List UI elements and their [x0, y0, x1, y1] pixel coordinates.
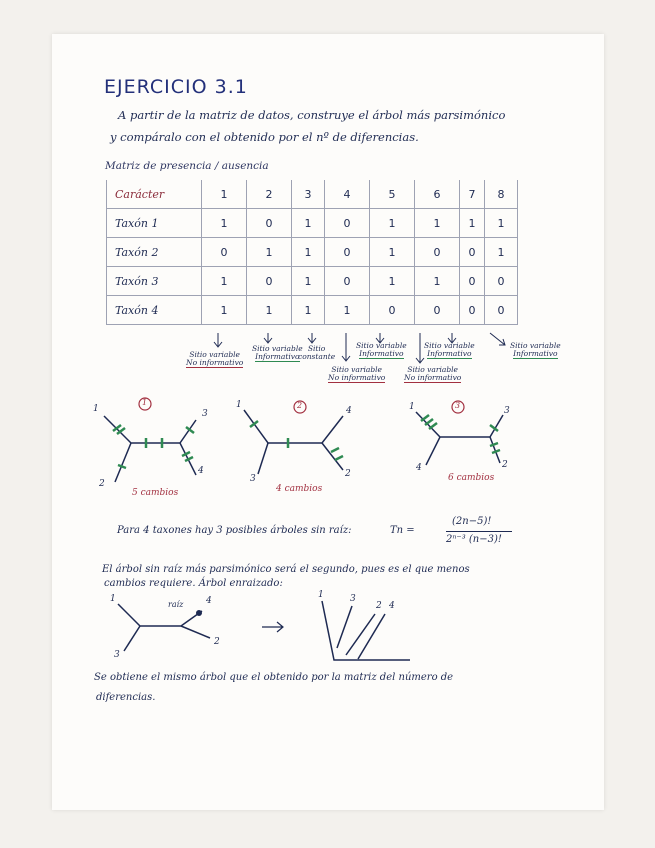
matrix-cell: 0	[485, 267, 518, 296]
matrix-corner-label: Carácter	[107, 180, 202, 209]
site-label-4: Sitio variable No informativo	[328, 365, 386, 382]
formula-lhs: Tn =	[390, 525, 415, 536]
conclusion-line-1: El árbol sin raíz más parsimónico será el segundo, pues es el que menos	[102, 564, 470, 575]
conclusion-line-2: cambios requiere. Árbol enraizado:	[104, 578, 283, 589]
matrix-col-header: 6	[415, 180, 460, 209]
tree-2-taxon-4: 4	[346, 406, 352, 416]
rooted-taxon-4: 4	[389, 601, 395, 611]
matrix-col-header: 2	[247, 180, 292, 209]
matrix-cell: 0	[485, 296, 518, 325]
tree-3-changes: 6 cambios	[448, 473, 495, 483]
matrix-cell: 0	[247, 267, 292, 296]
matrix-cell: 1	[247, 238, 292, 267]
matrix-cell: 1	[485, 209, 518, 238]
matrix-cell: 1	[325, 296, 370, 325]
tree-2-changes: 4 cambios	[276, 484, 323, 494]
final-line-2: diferencias.	[96, 692, 156, 703]
site-label-2: Sitio variable Informativo	[252, 344, 303, 361]
matrix-cell: 1	[415, 209, 460, 238]
matrix-cell: 0	[460, 296, 485, 325]
site-label-3: Sitio constante	[298, 344, 336, 361]
matrix-col-header: 4	[325, 180, 370, 209]
intro-line-2: y compáralo con el obtenido por el nº de diferencias.	[110, 130, 419, 144]
matrix-cell: 0	[415, 296, 460, 325]
matrix-col-header: 1	[202, 180, 247, 209]
tree-3-taxon-3: 3	[504, 406, 510, 416]
matrix-col-header: 3	[292, 180, 325, 209]
rooted-tree	[322, 601, 410, 660]
matrix-cell: 0	[460, 267, 485, 296]
rooted-taxon-1: 1	[318, 590, 324, 600]
rooted-taxon-2: 2	[376, 601, 382, 611]
tree-2-taxon-1: 1	[236, 400, 242, 410]
root-label: raíz	[168, 600, 184, 609]
tree-1-changes: 5 cambios	[132, 488, 179, 498]
tree-2	[244, 401, 343, 474]
site-label-1: Sitio variable No informativo	[186, 350, 244, 367]
matrix-cell: 0	[202, 238, 247, 267]
matrix-row-label: Taxón 2	[107, 238, 202, 267]
formula-fraction-bar	[446, 531, 512, 532]
matrix-cell: 1	[460, 209, 485, 238]
matrix-cell: 0	[460, 238, 485, 267]
matrix-cell: 0	[325, 238, 370, 267]
tree-2-number: 2	[297, 401, 303, 410]
matrix-cell: 1	[247, 296, 292, 325]
tree-3-taxon-2: 2	[502, 460, 508, 470]
tree-3-number: 3	[455, 401, 461, 410]
matrix-cell: 1	[202, 267, 247, 296]
unrooted-taxon-4: 4	[206, 596, 212, 606]
site-label-5: Sitio variable Informativo	[356, 341, 407, 358]
site-label-8: Sitio variable Informativo	[510, 341, 561, 358]
matrix-cell: 0	[325, 267, 370, 296]
matrix-cell: 1	[292, 267, 325, 296]
matrix-cell: 0	[415, 238, 460, 267]
matrix-cell: 1	[292, 238, 325, 267]
formula-numerator: (2n−5)!	[452, 516, 492, 527]
matrix-cell: 1	[292, 209, 325, 238]
matrix-cell: 1	[202, 209, 247, 238]
matrix-row-label: Taxón 4	[107, 296, 202, 325]
tree-3-taxon-4: 4	[416, 463, 422, 473]
unrooted-tree	[118, 604, 210, 651]
matrix-row-label: Taxón 3	[107, 267, 202, 296]
unrooted-taxon-2: 2	[214, 637, 220, 647]
matrix-cell: 0	[370, 296, 415, 325]
tree-1	[104, 398, 196, 482]
final-line-1: Se obtiene el mismo árbol que el obtenido por la matriz del número de	[94, 672, 454, 683]
matrix-title: Matriz de presencia / ausencia	[105, 160, 269, 172]
tree-1-taxon-2: 2	[99, 479, 105, 489]
tree-1-number: 1	[142, 398, 148, 407]
rooted-taxon-3: 3	[350, 594, 356, 604]
page-title: EJERCICIO 3.1	[104, 76, 248, 98]
transform-arrow	[262, 622, 283, 632]
tree-1-taxon-3: 3	[202, 409, 208, 419]
formula-denominator: 2ⁿ⁻³ (n−3)!	[446, 534, 502, 545]
tree-2-taxon-3: 3	[250, 474, 256, 484]
unrooted-taxon-1: 1	[110, 594, 116, 604]
intro-line-1: A partir de la matriz de datos, construye el árbol más parsimónico	[118, 108, 506, 122]
matrix-cell: 0	[325, 209, 370, 238]
tree-3-taxon-1: 1	[409, 402, 415, 412]
matrix-col-header: 8	[485, 180, 518, 209]
tree-3	[416, 401, 503, 465]
unrooted-taxon-3: 3	[114, 650, 120, 660]
matrix-cell: 1	[370, 238, 415, 267]
matrix-cell: 1	[370, 209, 415, 238]
matrix-cell: 1	[292, 296, 325, 325]
matrix-row-label: Taxón 1	[107, 209, 202, 238]
matrix-col-header: 7	[460, 180, 485, 209]
site-label-6: Sitio variable No informativo	[404, 365, 462, 382]
tree-1-taxon-1: 1	[93, 404, 99, 414]
matrix-cell: 1	[370, 267, 415, 296]
matrix-cell: 0	[247, 209, 292, 238]
site-label-7: Sitio variable Informativo	[424, 341, 475, 358]
formula-sentence: Para 4 taxones hay 3 posibles árboles sin raíz:	[117, 525, 352, 536]
matrix-cell: 1	[415, 267, 460, 296]
tree-1-taxon-4: 4	[198, 466, 204, 476]
tree-2-taxon-2: 2	[345, 469, 351, 479]
matrix-col-header: 5	[370, 180, 415, 209]
matrix-cell: 1	[202, 296, 247, 325]
root-dot	[196, 610, 202, 616]
site-arrows	[214, 333, 505, 363]
matrix-cell: 1	[485, 238, 518, 267]
